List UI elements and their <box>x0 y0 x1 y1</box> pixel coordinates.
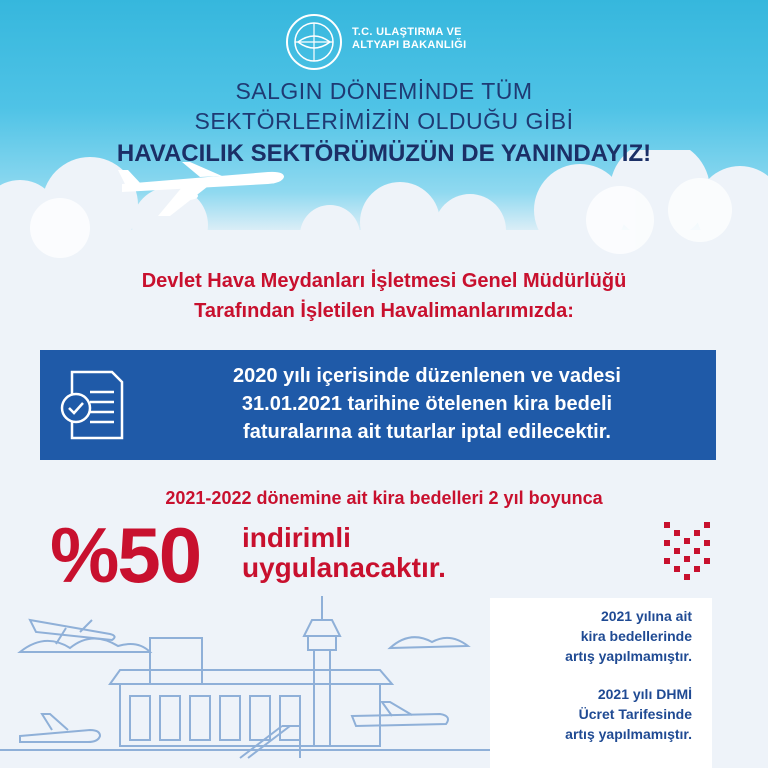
info-tariff-unchanged <box>565 684 692 744</box>
notice-text <box>152 362 702 446</box>
notice-line-2: 31.01.2021 tarihine ötelenen kira bedeli <box>241 393 613 415</box>
document-check-icon <box>58 368 128 442</box>
discount-percent: %50 <box>50 511 201 599</box>
ministry-name <box>352 26 467 52</box>
info-1-line-1: 2021 yılına ait <box>600 608 692 624</box>
airport-illustration <box>0 590 490 768</box>
subtitle-line-2: Tarafından İşletilen Havalimanlarımızda: <box>194 300 574 322</box>
notice-line-3: faturalarına ait tutarlar iptal edilecektir. <box>243 421 611 443</box>
info-1-line-3: artış yapılmamıştır. <box>565 648 692 664</box>
info-panel <box>490 598 712 768</box>
chevron-down-icon <box>662 520 714 582</box>
ministry-emblem-icon <box>284 12 344 72</box>
info-1-line-2: kira bedellerinde <box>580 628 692 644</box>
headline-line-2: SEKTÖRLERİMİZİN OLDUĞU GİBİ <box>194 108 574 134</box>
info-rent-unchanged <box>565 606 692 666</box>
info-2-line-3: artış yapılmamıştır. <box>565 726 692 742</box>
headline-line-3: HAVACILIK SEKTÖRÜMÜZÜN DE YANINDAYIZ! <box>116 140 652 167</box>
ministry-line-1: T.C. ULAŞTIRMA VE <box>352 26 462 38</box>
airplane-icon <box>118 158 288 220</box>
info-2-line-2: Ücret Tarifesinde <box>578 706 692 722</box>
discount-line-1: indirimli <box>242 522 351 553</box>
notice-box <box>40 350 716 460</box>
ministry-line-2: ALTYAPI BAKANLIĞI <box>352 39 467 51</box>
headline-line-1: SALGIN DÖNEMİNDE TÜM <box>235 78 533 104</box>
clouds-decoration <box>0 150 768 270</box>
info-2-line-1: 2021 yılı DHMİ <box>597 686 692 702</box>
subtitle-line-1: Devlet Hava Meydanları İşletmesi Genel Müdürlüğü <box>141 270 627 292</box>
notice-line-1: 2020 yılı içerisinde düzenlenen ve vadesi <box>233 365 621 387</box>
discount-line-2: uygulanacaktır. <box>242 552 446 583</box>
rent-period-text: 2021-2022 dönemine ait kira bedelleri 2 yıl boyunca <box>165 488 603 508</box>
